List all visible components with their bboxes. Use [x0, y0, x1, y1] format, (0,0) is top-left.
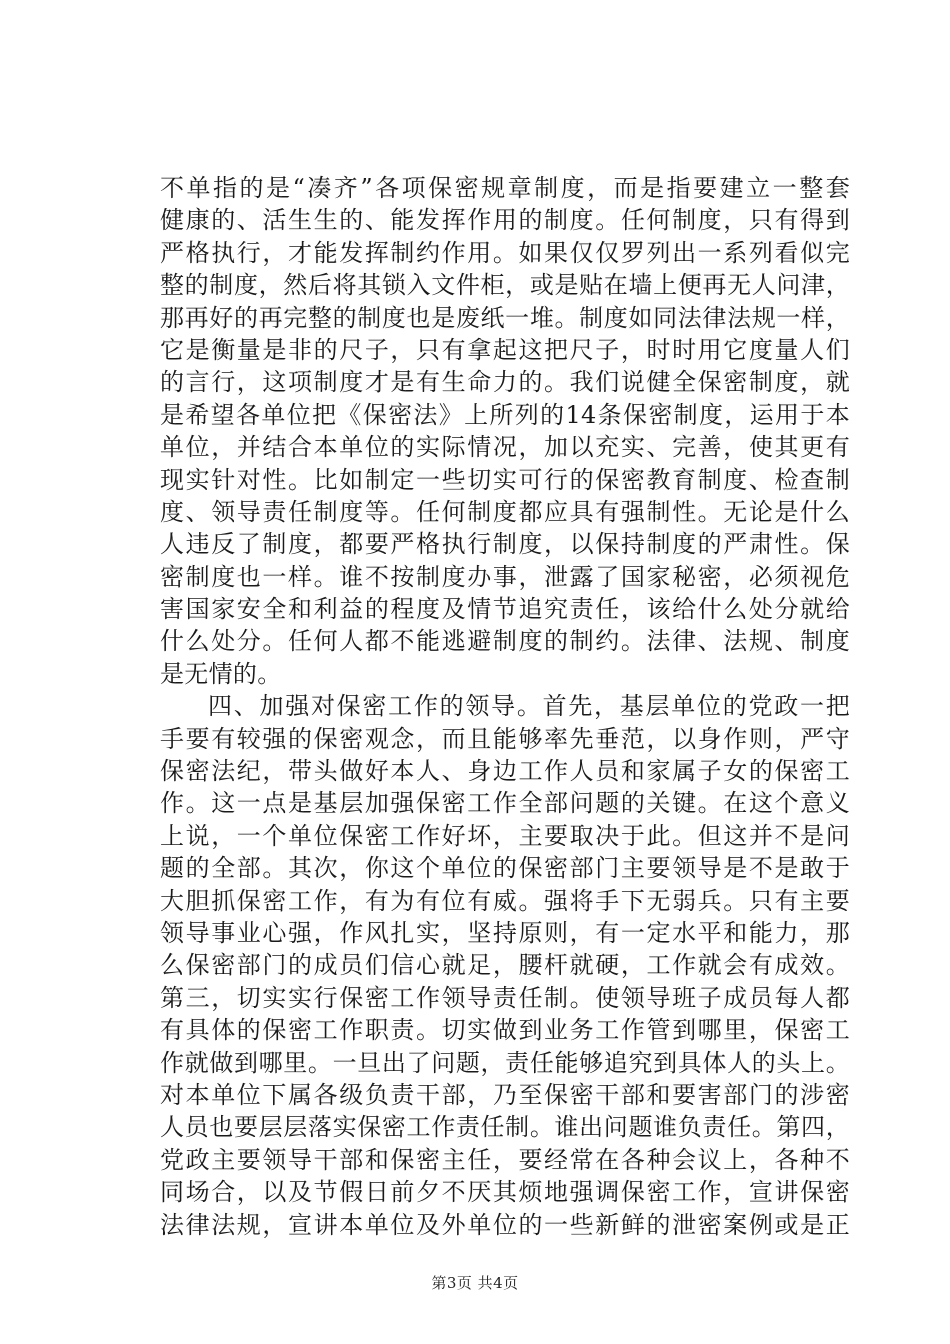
text-line: 手要有较强的保密观念，而且能够率先垂范，以身作则，严守	[160, 724, 850, 753]
body-text	[160, 172, 850, 1241]
text-line: 题的全部。其次，你这个单位的保密部门主要领导是不是敢于	[160, 854, 850, 883]
text-line: 健康的、活生生的、能发挥作用的制度。任何制度，只有得到	[160, 206, 850, 235]
text-line: 领导事业心强，作风扎实，坚持原则，有一定水平和能力，那	[160, 918, 850, 947]
text-line: 的言行，这项制度才是有生命力的。我们说健全保密制度，就	[160, 368, 850, 397]
text-line: 害国家安全和利益的程度及情节追究责任，该给什么处分就给	[160, 595, 850, 624]
text-line: 是希望各单位把《保密法》上所列的14条保密制度，运用于本	[160, 400, 850, 429]
text-line: 它是衡量是非的尺子，只有拿起这把尺子，时时用它度量人们	[160, 335, 850, 364]
text-line: 不单指的是“凑齐”各项保密规章制度，而是指要建立一整套	[160, 174, 850, 202]
text-line: 是无情的。	[160, 659, 282, 688]
text-line: 同场合，以及节假日前夕不厌其烦地强调保密工作，宣讲保密	[160, 1178, 850, 1207]
text-line: 保密法纪，带头做好本人、身边工作人员和家属子女的保密工	[160, 757, 850, 786]
text-line: 作。这一点是基层加强保密工作全部问题的关键。在这个意义	[160, 789, 850, 818]
text-line: 上说，一个单位保密工作好坏，主要取决于此。但这并不是问	[160, 821, 850, 850]
text-line: 大胆抓保密工作，有为有位有威。强将手下无弱兵。只有主要	[160, 886, 850, 915]
text-line: 对本单位下属各级负责干部，乃至保密干部和要害部门的涉密	[160, 1080, 850, 1109]
text-line: 有具体的保密工作职责。切实做到业务工作管到哪里，保密工	[160, 1016, 850, 1045]
text-line: 严格执行，才能发挥制约作用。如果仅仅罗列出一系列看似完	[160, 238, 850, 267]
paragraph	[160, 690, 850, 1241]
text-line: 整的制度，然后将其锁入文件柜，或是贴在墙上便再无人问津，	[160, 271, 850, 300]
text-line: 度、领导责任制度等。任何制度都应具有强制性。无论是什么	[160, 497, 850, 526]
paragraph	[160, 172, 850, 690]
text-line: 那再好的再完整的制度也是废纸一堆。制度如同法律法规一样，	[160, 303, 850, 332]
text-line: 党政主要领导干部和保密主任，要经常在各种会议上，各种不	[160, 1145, 850, 1174]
text-line: 什么处分。任何人都不能逃避制度的制约。法律、法规、制度	[160, 627, 850, 656]
page-footer: 第3页 共4页	[431, 1274, 519, 1292]
text-line: 密制度也一样。谁不按制度办事，泄露了国家秘密，必须视危	[160, 562, 850, 591]
text-line: 第三，切实实行保密工作领导责任制。使领导班子成员每人都	[160, 983, 850, 1012]
text-line: 人员也要层层落实保密工作责任制。谁出问题谁负责任。第四，	[160, 1113, 850, 1142]
text-line: 现实针对性。比如制定一些切实可行的保密教育制度、检查制	[160, 465, 850, 494]
text-line: 人违反了制度，都要严格执行制度，以保持制度的严肃性。保	[160, 530, 850, 559]
text-line: 四、加强对保密工作的领导。首先，基层单位的党政一把	[208, 692, 850, 721]
text-line: 作就做到哪里。一旦出了问题，责任能够追究到具体人的头上。	[160, 1048, 850, 1077]
text-line: 单位，并结合本单位的实际情况，加以充实、完善，使其更有	[160, 433, 850, 462]
text-line: 法律法规，宣讲本单位及外单位的一些新鲜的泄密案例或是正	[160, 1210, 850, 1239]
text-line: 么保密部门的成员们信心就足，腰杆就硬，工作就会有成效。	[160, 951, 850, 980]
